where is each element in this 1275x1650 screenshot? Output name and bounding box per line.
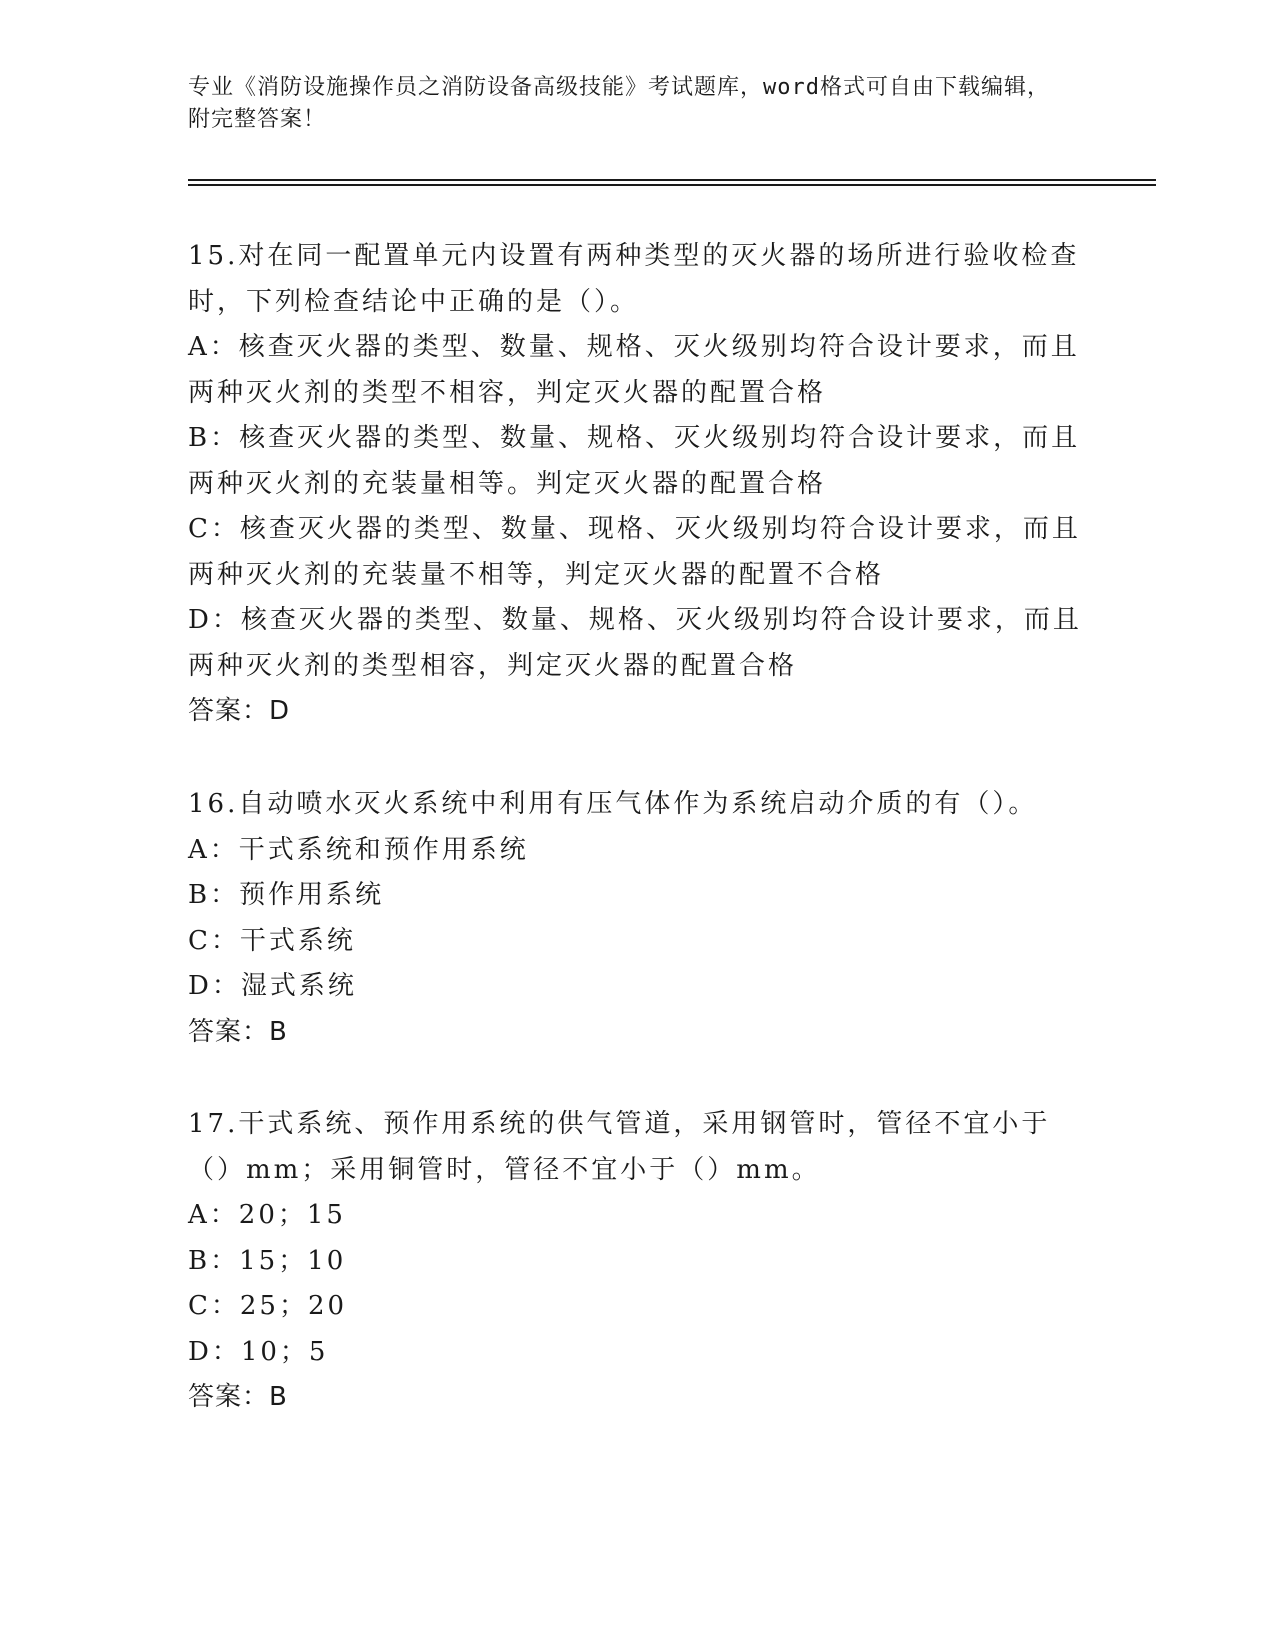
- question-15: [188, 234, 1088, 735]
- option-d: D：湿式系统: [188, 971, 357, 1001]
- option-a: A：20；15: [188, 1200, 346, 1230]
- question-17: [188, 1102, 1088, 1421]
- option-b: B：预作用系统: [188, 880, 385, 910]
- answer: 答案：D: [188, 696, 291, 726]
- header-divider-bottom: [188, 184, 1156, 186]
- option-c: C：核查灭火器的类型、数量、现格、灭火级别均符合设计要求，而且两种灭火剂的充装量不相等，判定灭火器的配置不合格: [188, 514, 1081, 590]
- option-c: C：干式系统: [188, 925, 356, 956]
- question-16: [188, 782, 1088, 1055]
- document-header: 专业《消防设施操作员之消防设备高级技能》考试题库，word格式可自由下载编辑，附完整答案！: [188, 75, 1050, 132]
- answer: 答案：B: [188, 1382, 288, 1412]
- question-stem: 17.干式系统、预作用系统的供气管道，采用钢管时，管径不宜小于（）mm；采用铜管时，管径不宜小于（）mm。: [188, 1109, 1051, 1185]
- option-a: A：干式系统和预作用系统: [188, 834, 529, 865]
- answer: 答案：B: [188, 1016, 288, 1047]
- option-c: C：25；20: [188, 1291, 348, 1321]
- question-stem: 16.自动喷水灭火系统中利用有压气体作为系统启动介质的有（）。: [188, 789, 1038, 819]
- option-a: A：核查灭火器的类型、数量、规格、灭火级别均符合设计要求，而且两种灭火剂的类型不相容，判定灭火器的配置合格: [188, 332, 1080, 408]
- option-b: B：核查灭火器的类型、数量、规格、灭火级别均符合设计要求，而且两种灭火剂的充装量相等。判定灭火器的配置合格: [188, 423, 1081, 499]
- question-stem: 15.对在同一配置单元内设置有两种类型的灭火器的场所进行验收检查时，下列检查结论中正确的是（）。: [188, 241, 1080, 317]
- option-d: D：核查灭火器的类型、数量、规格、灭火级别均符合设计要求，而且两种灭火剂的类型相容，判定灭火器的配置合格: [188, 605, 1082, 681]
- header-divider-top: [188, 179, 1156, 181]
- option-d: D：10；5: [188, 1336, 329, 1367]
- option-b: B：15；10: [188, 1245, 347, 1276]
